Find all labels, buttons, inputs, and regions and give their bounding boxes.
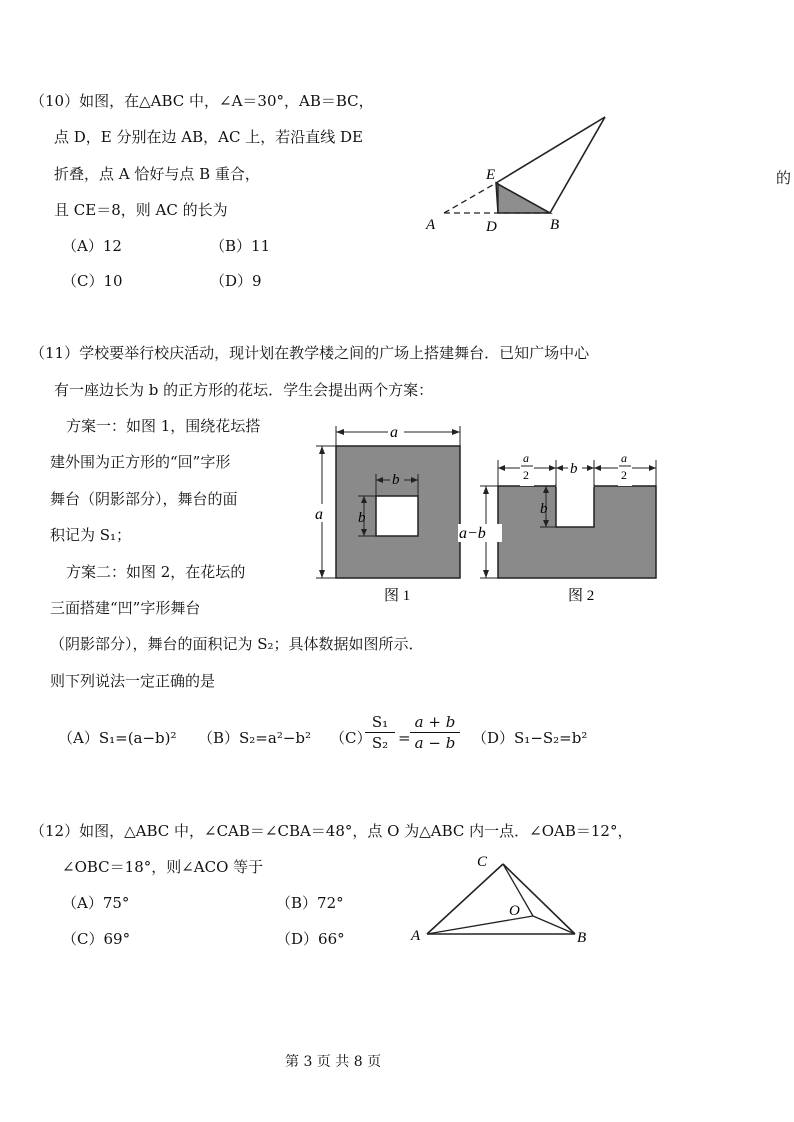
- q12-option-b: （B）72°: [276, 894, 344, 912]
- q11-option-c-rhs: [410, 712, 460, 753]
- page-footer: 第 3 页 共 8 页: [285, 1054, 382, 1070]
- q10-option-a: （A）12: [62, 237, 122, 255]
- q11-fig2-label-b-top: b: [570, 461, 578, 477]
- q11-fig1-caption: 图 1: [384, 588, 411, 604]
- q11-question-line: 则下列说法一定正确的是: [50, 672, 216, 690]
- q10-stem-line4: 且 CE＝8，则 AC 的长为: [54, 201, 228, 219]
- q11-fig2-left-den: 2: [523, 468, 529, 482]
- q11-plan2-line2: 三面搭建“凹”字形舞台: [50, 599, 201, 617]
- q11-fig2-caption: 图 2: [568, 588, 595, 604]
- q11-fig2-label-a-minus-b: a−b: [459, 525, 486, 542]
- q12-label-a: A: [411, 928, 421, 944]
- q11-option-c-rhs-num: a + b: [410, 712, 460, 733]
- q11-stem-line2: 有一座边长为 b 的正方形的花坛．学生会提出两个方案：: [54, 381, 434, 399]
- q11-fig1-label-a-top: a: [390, 424, 398, 441]
- q11-fig2-flowerbed: [556, 485, 594, 527]
- q11-plan1-line3: 舞台（阴影部分），舞台的面: [50, 490, 238, 508]
- q10-option-c: （C）10: [62, 272, 123, 290]
- q10-stem-line1: （10）如图，在△ABC 中，∠A＝30°，AB＝BC，: [30, 92, 374, 110]
- q11-option-c-eq: =: [398, 729, 411, 747]
- q10-label-b: B: [550, 217, 560, 233]
- q12-option-d: （D）66°: [276, 930, 345, 948]
- q11-fig2-right-den: 2: [621, 468, 627, 482]
- q12-label-c: C: [477, 854, 488, 870]
- q11-option-d: （D）S₁−S₂=b²: [472, 729, 588, 747]
- q10-label-a: A: [426, 217, 436, 233]
- q11-fig1-label-a-left: a: [315, 506, 323, 523]
- q12-stem-line2: ∠OBC＝18°，则∠ACO 等于: [62, 858, 264, 876]
- q11-plan1-line1: 方案一：如图 1，围绕花坛搭: [66, 417, 261, 435]
- q11-option-b: （B）S₂=a²−b²: [198, 729, 312, 747]
- q11-option-c-rhs-den: a − b: [414, 734, 456, 752]
- q10-label-e: E: [486, 167, 496, 183]
- q11-option-c-lhs-num: S₁: [365, 712, 395, 733]
- q11-option-c-lhs-den: S₂: [371, 734, 389, 752]
- q12-label-b: B: [577, 930, 587, 946]
- q11-plan2-line1: 方案二：如图 2，在花坛的: [66, 563, 246, 581]
- q10-option-b: （B）11: [210, 237, 271, 255]
- q11-stem-line1: （11）学校要举行校庆活动，现计划在教学楼之间的广场上搭建舞台．已知广场中心: [30, 344, 590, 362]
- q12-label-o: O: [509, 903, 520, 919]
- q12-option-a: （A）75°: [62, 894, 130, 912]
- q11-plan1-line4: 积记为 S₁；: [50, 526, 132, 544]
- q11-fig1-label-b-top: b: [392, 472, 400, 488]
- q10-stem-line3: 折叠，点 A 恰好与点 B 重合，: [54, 165, 260, 183]
- q11-option-a: （A）S₁=(a−b)²: [58, 729, 177, 747]
- q11-figure-1: [308, 418, 468, 608]
- q11-fig2-label-b-side: b: [540, 501, 548, 517]
- q10-option-d: （D）9: [210, 272, 262, 290]
- q12-figure: [405, 848, 605, 948]
- q11-fig1-flowerbed: [376, 496, 418, 536]
- margin-char: 的: [776, 169, 792, 187]
- q11-fig2-left-num: a: [523, 451, 529, 465]
- q11-fig1-label-b-side: b: [358, 510, 366, 526]
- q10-label-d: D: [486, 219, 497, 235]
- q11-fig2-right-num: a: [621, 451, 627, 465]
- q11-plan1-line2: 建外围为正方形的“回”字形: [50, 453, 231, 471]
- q12-stem-line1: （12）如图，△ABC 中，∠CAB＝∠CBA＝48°，点 O 为△ABC 内一点．∠OAB＝12°，: [30, 822, 633, 840]
- q10-figure: [420, 105, 620, 235]
- q11-option-c-label: （C）: [330, 729, 372, 747]
- q11-option-c-lhs: [365, 712, 395, 753]
- q11-figure-2: [456, 448, 666, 608]
- q11-plan2-line3: （阴影部分），舞台的面积记为 S₂；具体数据如图所示．: [50, 635, 424, 653]
- q12-option-c: （C）69°: [62, 930, 131, 948]
- q10-stem-line2: 点 D，E 分别在边 AB，AC 上，若沿直线 DE: [54, 128, 363, 146]
